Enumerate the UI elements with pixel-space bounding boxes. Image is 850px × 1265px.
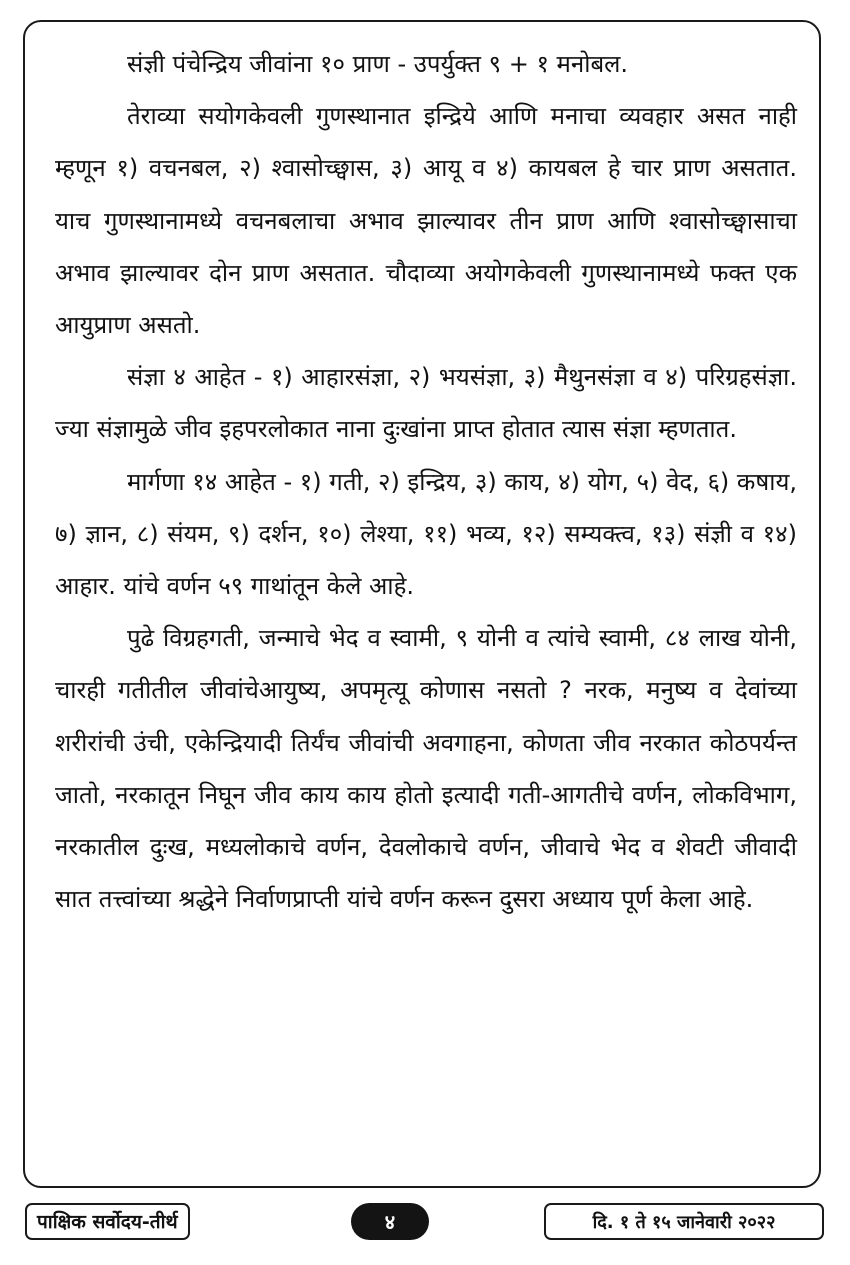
paragraph-sayogakevali: तेराव्या सयोगकेवली गुणस्थानात इन्द्रिये आणि मनाचा व्यवहार असत नाही म्हणून १) वचनबल, २) श्वासोच्छ्वास, ३) आयू व ४) कायबल हे चार प्राण असतात. याच गुणस्थानामध्ये वचनबलाचा अभाव झाल्यावर तीन प्राण आणि श्वासोच्छ्वासाचा अभाव झाल्यावर दोन प्राण असतात. चौदाव्या अयोगकेवली गुणस्थानामध्ये फक्त एक आयुप्राण असतो. (55, 102, 797, 340)
paragraph-sanjni-pran: संज्ञी पंचेन्द्रिय जीवांना १० प्राण - उपर्युक्त ९ + १ मनोबल. (127, 50, 629, 78)
paragraph-vigrahagati: पुढे विग्रहगती, जन्माचे भेद व स्वामी, ९ योनी व त्यांचे स्वामी, ८४ लाख योनी, चारही गतीतील जीवांचेआयुष्य, अपमृत्यू कोणास नसतो ? नरक, मनुष्य व देवांच्या शरीरांची उंची, एकेन्द्रियादी तिर्यंच जीवांची अवगाहना, कोणता जीव नरकात कोठपर्यन्त जातो, नरकातून निघून जीव काय काय होतो इत्यादी गती-आगतीचे वर्णन, लोकविभाग, नरकातील दुःख, मध्यलोकाचे वर्णन, देवलोकाचे वर्णन, जीवाचे भेद व शेवटी जीवादी सात तत्त्वांच्या श्रद्धेने निर्वाणप्राप्ती यांचे वर्णन करून दुसरा अध्याय पूर्ण केला आहे. (55, 624, 797, 914)
issue-date: दि. १ ते १५ जानेवारी २०२२ (544, 1203, 824, 1240)
article-body (55, 38, 797, 925)
publication-name: पाक्षिक सर्वोदय-तीर्थ (25, 1203, 190, 1240)
page-number-badge: ४ (351, 1203, 429, 1240)
paragraph-sanjna: संज्ञा ४ आहेत - १) आहारसंज्ञा, २) भयसंज्ञा, ३) मैथुनसंज्ञा व ४) परिग्रहसंज्ञा. ज्या संज्ञामुळे जीव इहपरलोकात नाना दुःखांना प्राप्त होतात त्यास संज्ञा म्हणतात. (55, 363, 797, 444)
paragraph-margana: मार्गणा १४ आहेत - १) गती, २) इन्द्रिय, ३) काय, ४) योग, ५) वेद, ६) कषाय, ७) ज्ञान, ८) संयम, ९) दर्शन, १०) लेश्या, ११) भव्य, १२) सम्यक्त्व, १३) संज्ञी व १४) आहार. यांचे वर्णन ५९ गाथांतून केले आहे. (55, 467, 797, 601)
